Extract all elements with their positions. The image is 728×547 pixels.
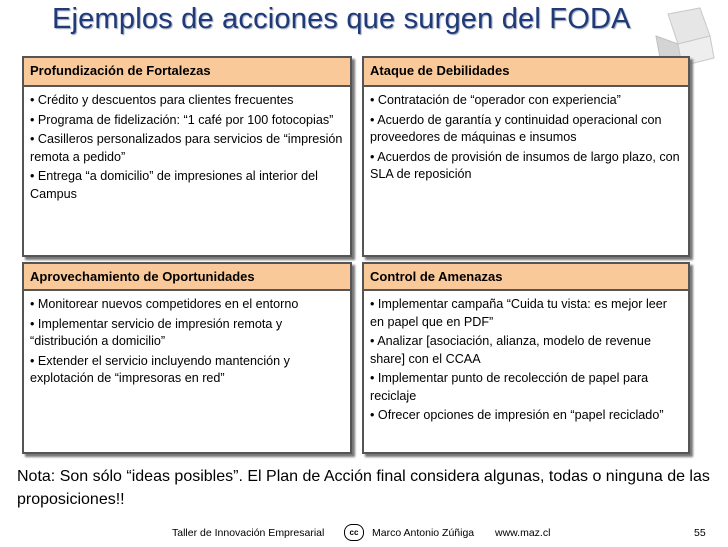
quadrant-body (364, 291, 688, 425)
footer-author: Marco Antonio Zúñiga (372, 527, 475, 539)
list-item: • Analizar [asociación, alianza, modelo de revenue share] con el CCAA (370, 334, 651, 366)
quadrant-header: Control de Amenazas (364, 264, 688, 291)
quadrant-header: Ataque de Debilidades (364, 58, 688, 87)
list-item: • Entrega “a domicilio” de impresiones al interior del Campus (30, 169, 318, 201)
list-item: • Casilleros personalizados para servicios de “impresión remota a pedido” (30, 132, 343, 164)
quadrant-amenazas (362, 262, 690, 454)
quadrant-body (24, 87, 350, 203)
footer-website[interactable]: www.maz.cl (495, 527, 551, 539)
quadrant-header: Profundización de Fortalezas (24, 58, 350, 87)
creative-commons-icon: cc (344, 524, 364, 541)
quadrant-debilidades (362, 56, 690, 257)
list-item: • Ofrecer opciones de impresión en “papel reciclado” (370, 408, 664, 422)
list-item: • Programa de fidelización: “1 café por 100 fotocopias” (30, 112, 334, 127)
page-number: 55 (694, 527, 706, 539)
slide-title: Ejemplos de acciones que surgen del FODA (52, 3, 631, 35)
footnote: Nota: Son sólo “ideas posibles”. El Plan de Acción final considera algunas, todas o ninguna de las proposiciones!! (17, 468, 710, 508)
quadrant-body (24, 291, 350, 388)
quadrant-header: Aprovechamiento de Oportunidades (24, 264, 350, 291)
quadrant-fortalezas (22, 56, 352, 257)
list-item: • Implementar punto de recolección de papel para reciclaje (370, 371, 649, 403)
quadrant-body (364, 87, 688, 184)
list-item: • Monitorear nuevos competidores en el entorno (30, 297, 299, 311)
list-item: • Contratación de “operador con experiencia” (370, 93, 621, 107)
list-item: • Acuerdo de garantía y continuidad operacional con proveedores de máquinas e insumos (370, 112, 662, 144)
list-item: • Implementar servicio de impresión remota y “distribución a domicilio” (30, 316, 283, 348)
footer-course: Taller de Innovación Empresarial (172, 527, 325, 539)
list-item: • Implementar campaña “Cuida tu vista: es mejor leer en papel que en PDF” (370, 297, 667, 329)
list-item: • Extender el servicio incluyendo mantención y explotación de “impresoras en red” (30, 353, 290, 385)
list-item: • Crédito y descuentos para clientes frecuentes (30, 93, 294, 107)
quadrant-oportunidades (22, 262, 352, 454)
list-item: • Acuerdos de provisión de insumos de largo plazo, con SLA de reposición (370, 149, 680, 181)
